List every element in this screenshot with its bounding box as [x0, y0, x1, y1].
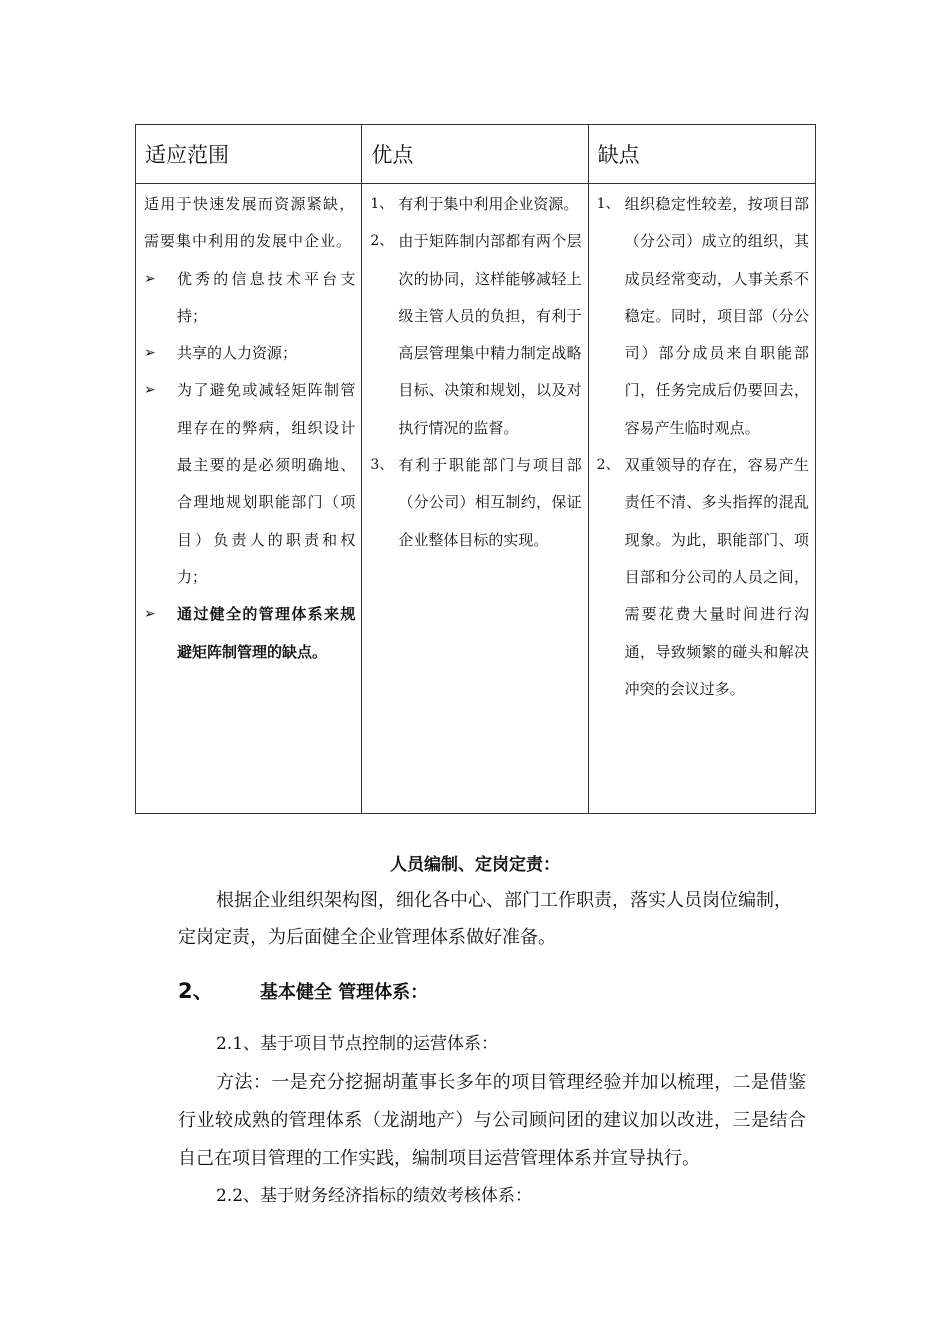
header-disadvantages: 缺点 [588, 125, 815, 184]
table-header-row [136, 125, 816, 184]
table-body-row [136, 184, 816, 814]
arrow-bullet-icon: ➢ [144, 270, 156, 287]
list-item [597, 186, 809, 447]
scope-intro: 适用于快速发展而资源紧缺，需要集中利用的发展中企业。 [144, 195, 356, 251]
arrow-bullet-icon: ➢ [144, 382, 156, 399]
scope-item-emphasis: 通过健全的管理体系来规避矩阵制管理的缺点。 [177, 605, 356, 661]
scope-item: 优秀的信息技术平台支持； [177, 269, 356, 325]
list-item [144, 372, 355, 596]
header-advantages: 优点 [362, 125, 588, 184]
paragraph-text: 方法：一是充分挖掘胡董事长多年的项目管理经验并加以梳理，二是借鉴行业较成熟的管理体系（龙湖地产）与公司顾问团的建议加以改进，三是结合自己在项目管理的工作实践，编制项目运营管理体系并宣导执行。 [178, 1072, 806, 1169]
header-scope: 适应范围 [136, 125, 362, 184]
disadvantage-text: 组织稳定性较差，按项目部（分公司）成立的组织，其成员经常变动，人事关系不稳定。同时，项目部（分公司）部分成员来自职能部门，任务完成后仍要回去，容易产生临时观点。 [624, 195, 809, 437]
scope-item: 为了避免或减轻矩阵制管理存在的弊病，组织设计最主要的是必须明确地、合理地规划职能部门（项目）负责人的职责和权力； [177, 381, 356, 586]
comparison-table [135, 124, 816, 814]
section-title: 基本健全 管理体系： [259, 982, 429, 1003]
list-item [597, 447, 809, 708]
disadvantage-text: 双重领导的存在，容易产生责任不清、多头指挥的混乱现象。为此，职能部门、项目部和分公司的人员之间，需要花费大量时间进行沟通，导致频繁的碰头和解决冲突的会议过多。 [624, 456, 809, 698]
disadvantages-cell [588, 184, 815, 814]
list-item [144, 261, 355, 336]
scope-cell [136, 184, 362, 814]
item-number: 2、 [596, 457, 620, 474]
list-item [370, 447, 581, 559]
list-item [370, 223, 581, 447]
method-paragraph [178, 1064, 806, 1178]
section-number: 2、 [178, 979, 214, 1003]
item-number: 1、 [370, 196, 394, 212]
subsection-2-2: 2.2、基于财务经济指标的绩效考核体系： [216, 1186, 533, 1206]
subsection-2-1: 2.1、基于项目节点控制的运营体系： [216, 1034, 499, 1054]
list-item [144, 596, 355, 671]
advantage-text: 由于矩阵制内部都有两个层次的协同，这样能够减轻上级主管人员的负担，有利于高层管理集中精力制定战略目标、决策和规划，以及对执行情况的监督。 [398, 232, 582, 437]
item-number: 3、 [370, 457, 394, 474]
list-item [370, 186, 581, 223]
section-heading [178, 975, 428, 1005]
list-item [144, 335, 355, 372]
paragraph-text: 根据企业组织架构图，细化各中心、部门工作职责，落实人员岗位编制，定岗定责，为后面健全企业管理体系做好准备。 [178, 890, 792, 948]
arrow-bullet-icon: ➢ [144, 345, 156, 362]
arrow-bullet-icon: ➢ [144, 606, 156, 623]
advantage-text: 有利于集中利用企业资源。 [398, 195, 579, 213]
staffing-paragraph [178, 882, 806, 956]
scope-item: 共享的人力资源； [177, 344, 298, 363]
advantage-text: 有利于职能部门与项目部（分公司）相互制约，保证企业整体目标的实现。 [398, 456, 582, 549]
item-number: 1、 [596, 196, 620, 212]
item-number: 2、 [370, 233, 394, 250]
advantages-cell [362, 184, 588, 814]
staffing-heading: 人员编制、定岗定责： [390, 855, 560, 875]
